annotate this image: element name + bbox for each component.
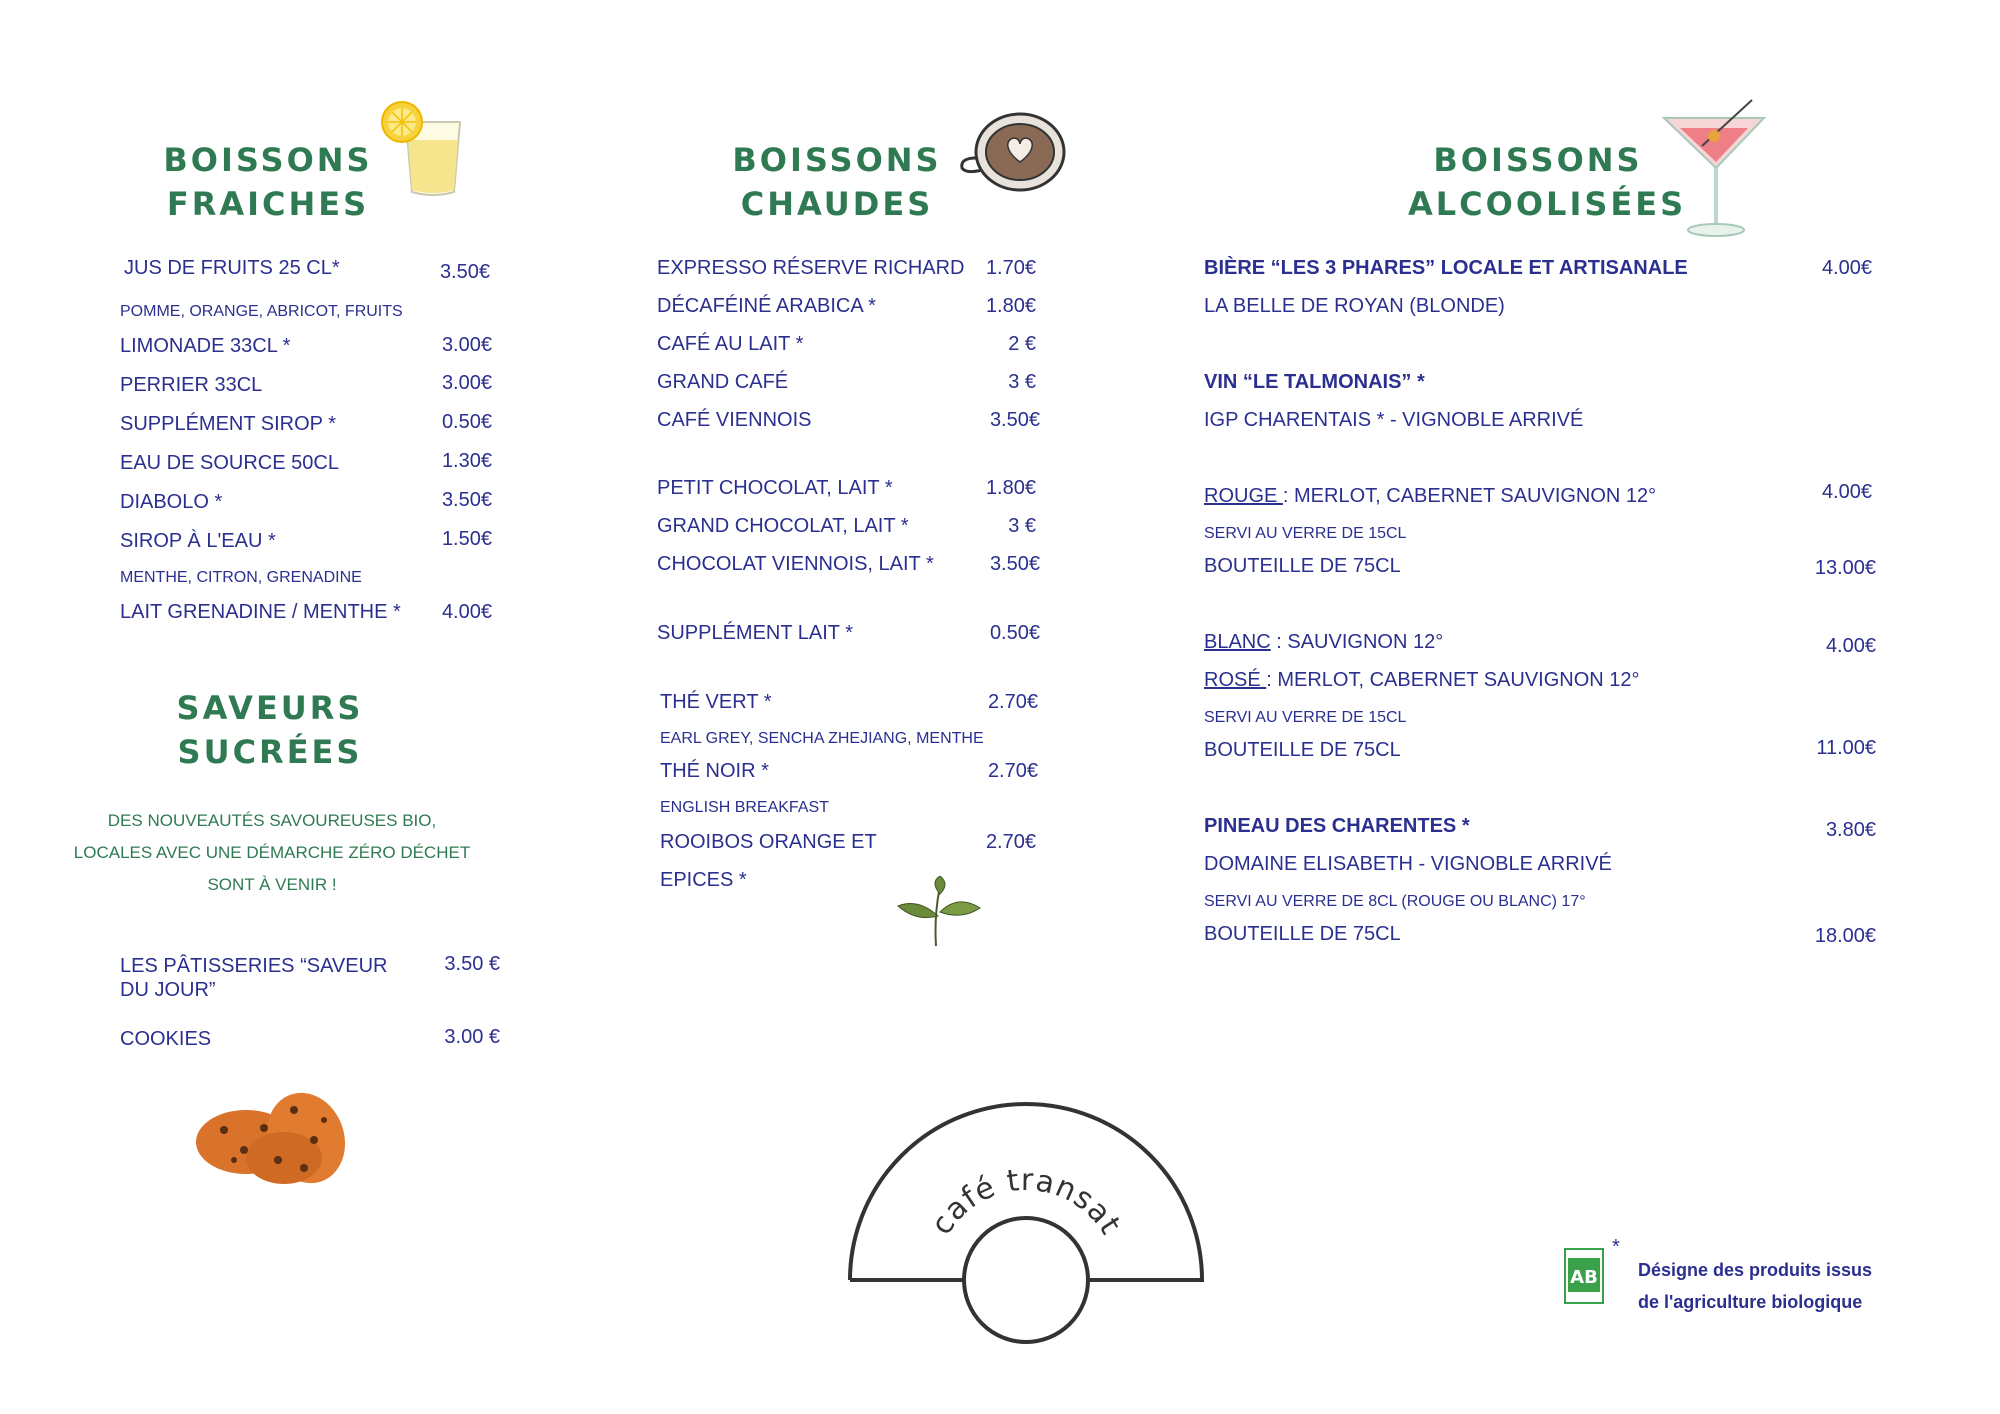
menu-item-label: LAIT GRENADINE / MENTHE * [120,601,401,623]
menu-item-label: PETIT CHOCOLAT, LAIT * [657,477,893,499]
alcool-title-line-2: ALCOOLISÉES [1408,185,1687,223]
menu-item-price: 3.50€ [989,553,1040,575]
menu-item-detail: MENTHE, CITRON, GRENADINE [120,569,362,586]
ab-logo-text: AB [1570,1267,1598,1288]
menu-item-price: 3 € [1008,515,1036,537]
sucrees-note-line-2: LOCALES AVEC UNE DÉMARCHE ZÉRO DÉCHET [73,843,471,862]
ab-organic-logo [1564,1248,1604,1304]
menu-item-label: COOKIES [120,1028,212,1050]
wine-blanc-desc: : SAUVIGNON 12° [1270,631,1444,653]
menu-item-label: BOUTEILLE DE 75CL [1204,555,1401,577]
menu-item-label: BOUTEILLE DE 75CL [1204,923,1401,945]
menu-item-price: 3.50€ [989,409,1040,431]
menu-item-price: 4.00€ [441,601,492,623]
menu-item-label: VIN “LE TALMONAIS” * [1204,371,1425,393]
wine-rouge-label [1204,484,1656,508]
wine-rouge-key: ROUGE [1204,485,1283,507]
menu-item-label: EAU DE SOURCE 50CL [120,452,339,474]
fraiches-title-line-2: FRAICHES [166,185,370,223]
menu-item-label: DIABOLO * [120,491,223,513]
menu-item-price: 2.70€ [987,760,1038,782]
menu-item-label: EXPRESSO RÉSERVE RICHARD [657,257,965,279]
menu-item-price: 4.00€ [1821,257,1872,279]
cocktail-icon [1660,98,1770,240]
menu-item-price: 2.70€ [985,831,1036,853]
sucrees-title-line-1: SAVEURS [176,689,364,727]
alcool-title-line-1: BOISSONS [1433,141,1643,179]
wine-rouge-desc: : MERLOT, CABERNET SAUVIGNON 12° [1282,485,1657,507]
wine-rose-key: ROSÉ [1204,669,1267,691]
menu-item-detail: SERVI AU VERRE DE 15CL [1204,709,1407,726]
menu-item-label: CAFÉ VIENNOIS [657,409,812,431]
menu-item-price: 3.00€ [441,372,492,394]
menu-item-price: 1.30€ [441,450,492,472]
menu-item-label: BIÈRE “LES 3 PHARES” LOCALE ET ARTISANALE [1204,257,1688,279]
menu-item-price: 1.80€ [985,477,1036,499]
sucrees-note [72,805,472,901]
sucrees-title [160,686,380,774]
wine-blanc-key: BLANC [1204,631,1271,653]
menu-item-label: ROOIBOS ORANGE ET [660,831,877,853]
menu-item-price: 1.50€ [441,528,492,550]
menu-item-label: CHOCOLAT VIENNOIS, LAIT * [657,553,934,575]
menu-item-label-line-2: DU JOUR” [120,979,216,1001]
menu-item-label: JUS DE FRUITS 25 CL* [124,257,340,279]
menu-item-detail: DOMAINE ELISABETH - VIGNOBLE ARRIVÉ [1204,853,1612,875]
legend-star: * [1612,1236,1620,1258]
chaudes-title-line-2: CHAUDES [740,185,934,223]
legend-line-2: de l'agriculture biologique [1638,1292,1863,1312]
menu-item-price: 1.80€ [985,295,1036,317]
legend-text [1638,1254,1872,1318]
menu-item-label: SUPPLÉMENT LAIT * [657,622,853,644]
sucrees-note-line-1: DES NOUVEAUTÉS SAVOUREUSES BIO, [107,811,437,830]
menu-item-price: 4.00€ [1825,635,1876,657]
menu-item-detail: LA BELLE DE ROYAN (BLONDE) [1204,295,1505,317]
menu-item-label-line-1: LES PÂTISSERIES “SAVEUR [120,955,388,977]
chaudes-title [722,138,952,226]
menu-item-detail: SERVI AU VERRE DE 8CL (ROUGE OU BLANC) 17° [1204,893,1586,910]
menu-item-label: EPICES * [660,869,747,891]
fraiches-title-line-1: BOISSONS [163,141,373,179]
menu-item-price: 3.80€ [1825,819,1876,841]
menu-item-price: 11.00€ [1816,737,1876,759]
menu-item-detail: EARL GREY, SENCHA ZHEJIANG, MENTHE [660,730,984,747]
menu-item-label: PINEAU DES CHARENTES * [1204,815,1470,837]
menu-item-label: PERRIER 33CL [120,374,263,396]
lemonade-icon [378,100,468,200]
menu-item-price: 3 € [1008,371,1036,393]
menu-item-label [120,954,388,1002]
legend-line-1: Désigne des produits issus [1638,1260,1873,1280]
menu-item-price: 2.70€ [987,691,1038,713]
menu-item-label: GRAND CHOCOLAT, LAIT * [657,515,909,537]
cookies-icon [194,1080,354,1190]
menu-item-label: BOUTEILLE DE 75CL [1204,739,1401,761]
sucrees-title-line-2: SUCRÉES [177,733,363,771]
fraiches-title [158,138,378,226]
menu-item-detail: POMME, ORANGE, ABRICOT, FRUITS [120,303,403,320]
menu-item-price: 2 € [1008,333,1036,355]
menu-item-price: 1.70€ [985,257,1036,279]
menu-item-price: 13.00€ [1814,557,1876,579]
menu-item-label: LIMONADE 33CL * [120,335,291,357]
tea-leaf-icon [896,876,982,948]
menu-item-label: SIROP À L'EAU * [120,530,276,552]
menu-item-detail: IGP CHARENTAIS * - VIGNOBLE ARRIVÉ [1204,409,1584,431]
menu-item-price: 3.50€ [439,261,490,283]
cafe-transat-logo [846,1098,1210,1344]
logo-text: café transat [924,1162,1129,1242]
menu-item-detail: ENGLISH BREAKFAST [660,799,829,816]
menu-item-label: THÉ NOIR * [660,760,769,782]
coffee-cup-icon [958,112,1068,196]
menu-item-price: 3.00 € [444,1026,500,1048]
menu-item-label: SUPPLÉMENT SIROP * [120,413,336,435]
menu-item-price: 4.00€ [1821,481,1872,503]
menu-item-price: 0.50€ [989,622,1040,644]
menu-item-price: 3.50€ [441,489,492,511]
menu-item-label: THÉ VERT * [660,691,772,713]
wine-rose-desc: : MERLOT, CABERNET SAUVIGNON 12° [1266,669,1640,691]
chaudes-title-line-1: BOISSONS [732,141,942,179]
menu-item-detail: SERVI AU VERRE DE 15CL [1204,525,1407,542]
menu-item-price: 3.00€ [441,334,492,356]
wine-rose-label [1204,668,1640,692]
menu-item-price: 0.50€ [441,411,492,433]
menu-item-price: 3.50 € [444,953,500,975]
menu-item-label: CAFÉ AU LAIT * [657,333,804,355]
sucrees-note-line-3: SONT À VENIR ! [207,875,337,894]
menu-item-price: 18.00€ [1814,925,1876,947]
wine-blanc-label [1204,630,1443,654]
menu-item-label: GRAND CAFÉ [657,371,789,393]
menu-item-label: DÉCAFÉINÉ ARABICA * [657,295,876,317]
alcool-title [1408,138,1687,226]
